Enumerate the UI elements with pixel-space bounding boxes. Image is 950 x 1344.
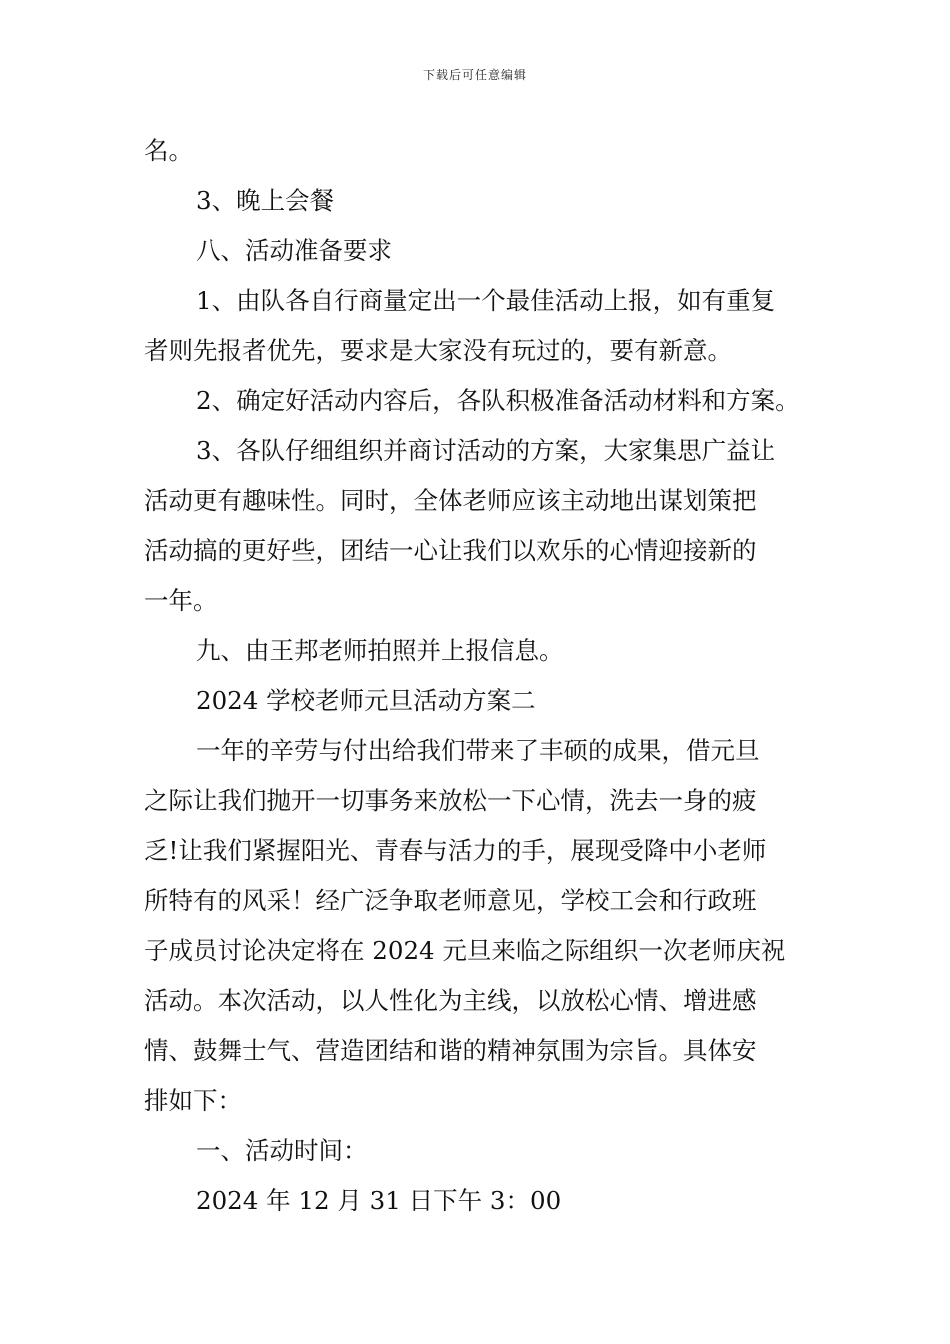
text-line: 一、活动时间： [196,1136,368,1165]
text-line: 一年的辛劳与付出给我们带来了丰硕的成果，借元旦 [196,736,760,765]
text-line: 3、晚上会餐 [196,186,335,215]
paragraph [144,376,810,426]
text-line: 2、确定好活动内容后，各队积极准备活动材料和方案。 [196,386,800,415]
text-line: 名。 [144,136,193,165]
text-line: 排如下： [144,1086,242,1115]
section-heading [144,226,810,276]
text-line: 1、由队各自行商量定出一个最佳活动上报，如有重复 [196,286,776,315]
text-line: 乏!让我们紧握阳光、青春与活力的手，展现受降中小老师 [144,836,767,865]
paragraph [144,276,810,376]
section-heading [144,1126,810,1176]
text-line: 八、活动准备要求 [196,236,392,265]
text-line: 者则先报者优先，要求是大家没有玩过的，要有新意。 [144,336,732,365]
text-line: 活动。本次活动，以人性化为主线，以放松心情、增进感 [144,986,757,1015]
text-line: 九、由王邦老师拍照并上报信息。 [196,636,564,665]
section-heading [144,626,810,676]
text-line: 所特有的风采！经广泛争取老师意见，学校工会和行政班 [144,886,757,915]
paragraph [144,1176,810,1226]
text-line: 子成员讨论决定将在 2024 元旦来临之际组织一次老师庆祝 [144,936,786,965]
text-line: 之际让我们抛开一切事务来放松一下心情，洗去一身的疲 [144,786,757,815]
text-line: 活动更有趣味性。同时，全体老师应该主动地出谋划策把 [144,486,757,515]
paragraph [144,126,810,176]
text-line: 2024 年 12 月 31 日下午 3：00 [196,1186,562,1215]
text-line: 2024 学校老师元旦活动方案二 [196,686,536,715]
paragraph [144,726,810,1126]
document-body [144,126,810,1226]
text-line: 活动搞的更好些，团结一心让我们以欢乐的心情迎接新的 [144,536,757,565]
text-line: 3、各队仔细组织并商讨活动的方案，大家集思广益让 [196,436,776,465]
page-header: 下载后可任意编辑 [422,68,527,82]
text-line: 情、鼓舞士气、营造团结和谐的精神氛围为宗旨。具体安 [144,1036,757,1065]
text-line: 一年。 [144,586,218,615]
paragraph [144,426,810,626]
paragraph [144,176,810,226]
document-subtitle [144,676,810,726]
